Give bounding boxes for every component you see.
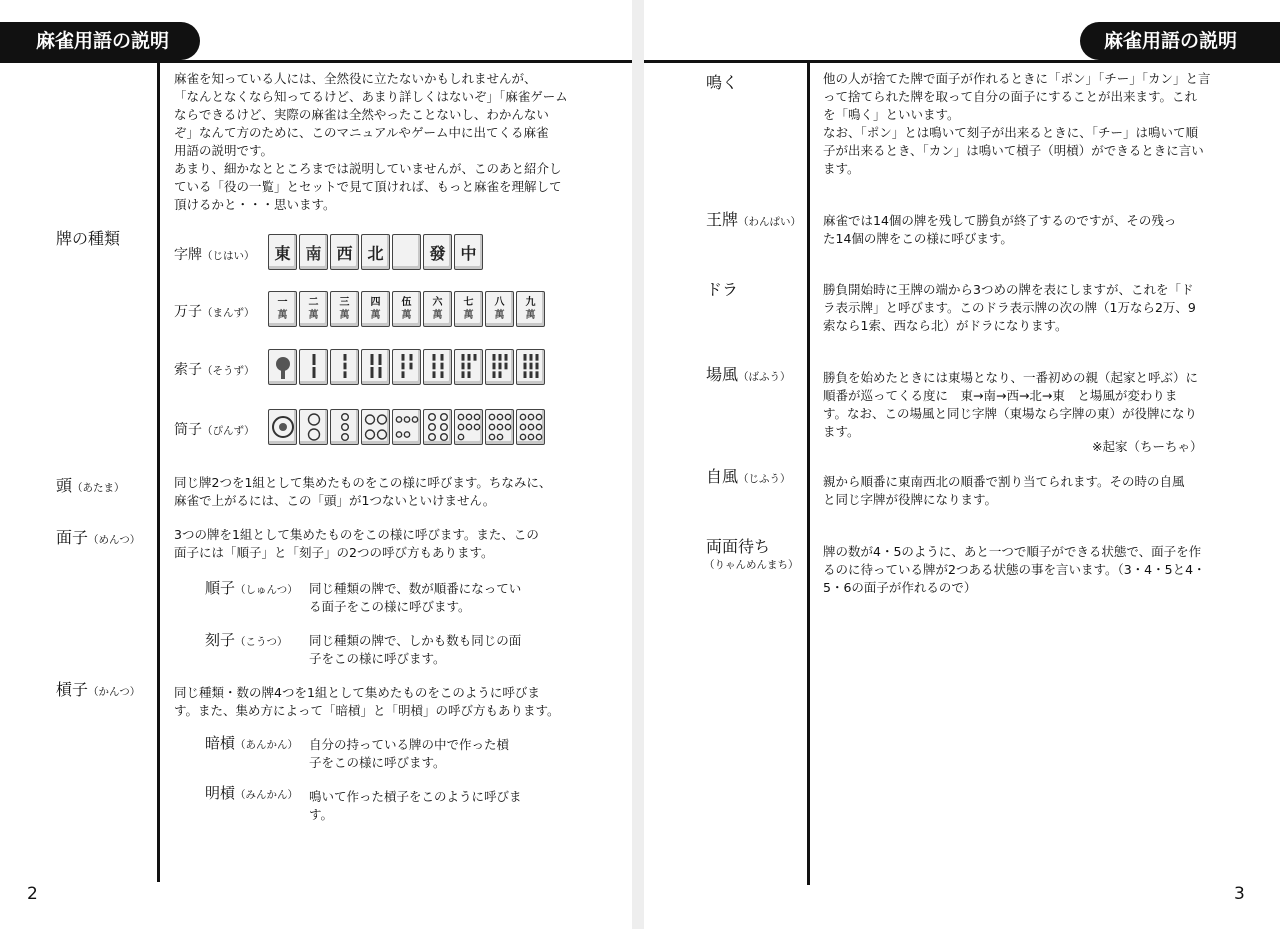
tile-south: 南 bbox=[299, 234, 328, 270]
shuntsu-line: る面子をこの様に呼びます。 bbox=[309, 599, 471, 614]
tile-suit: 萬 bbox=[463, 310, 474, 321]
term-naku: 鳴く bbox=[706, 73, 739, 92]
circle-icon bbox=[302, 412, 326, 442]
tile-number: 四 bbox=[370, 297, 381, 308]
tile-suit: 萬 bbox=[432, 310, 443, 321]
tile-manzu-8 bbox=[485, 291, 514, 327]
term-reading: （じふう） bbox=[738, 473, 791, 485]
ryanmen-line: 牌の数が4・5のように、あと一つで順子ができる状態で、面子を作 bbox=[823, 544, 1202, 559]
dora-line: 索なら1索、西なら北）がドラになります。 bbox=[823, 318, 1068, 333]
ryanmen-line: るのに待っている牌が2つある状態の事を言います。（3・4・5と4・ bbox=[823, 562, 1206, 577]
intro-line: ぞ」なんて方のために、このマニュアルやゲーム中に出てくる麻雀 bbox=[174, 125, 549, 140]
ryanmen-line: 5・6の面子が作れるので） bbox=[823, 580, 977, 595]
naku-line: ます。 bbox=[823, 161, 860, 176]
tile-number: 九 bbox=[525, 297, 536, 308]
circle-icon bbox=[519, 412, 543, 442]
term-reading: （かんつ） bbox=[88, 686, 141, 698]
tile-number: 伍 bbox=[401, 297, 412, 308]
bamboo-icon bbox=[395, 352, 419, 382]
intro-line: ならできるけど、実際の麻雀は全然やったことないし、わかんない bbox=[174, 107, 549, 122]
tile-souzu-8 bbox=[485, 349, 514, 385]
term-reading: （あたま） bbox=[72, 482, 125, 494]
naku-line: なお、「ポン」とは鳴いて刻子が出来るときに、「チー」は鳴いて順 bbox=[823, 125, 1199, 140]
tile-pinzu-2 bbox=[299, 409, 328, 445]
mentsu-line: 面子には「順子」と「刻子」の2つの呼び方もあります。 bbox=[174, 545, 494, 560]
term-ryanmen: 両面待ち bbox=[706, 537, 771, 556]
bamboo-icon bbox=[519, 352, 543, 382]
tile-suit: 萬 bbox=[277, 310, 288, 321]
minkan-line: す。 bbox=[309, 807, 334, 822]
circle-icon bbox=[488, 412, 512, 442]
tile-row-jihai bbox=[268, 234, 485, 270]
mentsu-line: 3つの牌を1組として集めたものをこの様に呼びます。また、この bbox=[174, 527, 539, 542]
tile-souzu-5 bbox=[392, 349, 421, 385]
bamboo-icon bbox=[426, 352, 450, 382]
term-text: 場風 bbox=[706, 365, 739, 384]
naku-line: 子が出来るとき、「カン」は鳴いて槓子（明槓）ができるときに言い bbox=[823, 143, 1204, 158]
tile-row-label-souzu bbox=[174, 360, 255, 381]
intro-line: ている「役の一覧」とセットで見て頂ければ、もっと麻雀を理解して bbox=[174, 179, 562, 194]
tile-north: 北 bbox=[361, 234, 390, 270]
naku-line: 他の人が捨てた牌で面子が作れるときに「ポン」「チー」「カン」と言 bbox=[823, 71, 1211, 86]
tile-suit: 萬 bbox=[401, 310, 412, 321]
label-text: 万子 bbox=[174, 304, 202, 320]
tile-manzu-5 bbox=[392, 291, 421, 327]
kantsu-line: す。また、集め方によって「暗槓」と「明槓」の呼び方もあります。 bbox=[174, 703, 560, 718]
bamboo-icon bbox=[271, 352, 295, 382]
tile-pinzu-8 bbox=[485, 409, 514, 445]
subterm-reading: （こうつ） bbox=[235, 636, 288, 648]
tile-souzu-4 bbox=[361, 349, 390, 385]
dora-line: 勝負開始時に王牌の端から3つめの牌を表にしますが、これを「ド bbox=[823, 282, 1194, 297]
term-text: 自風 bbox=[706, 467, 739, 486]
wanpai-line: た14個の牌をこの様に呼びます。 bbox=[823, 231, 1013, 246]
atama-line: 同じ牌2つを1組として集めたものをこの様に呼びます。ちなみに、 bbox=[174, 475, 552, 490]
term-bakaze bbox=[706, 364, 791, 388]
label-reading: （じはい） bbox=[202, 250, 255, 262]
shuntsu-line: 同じ種類の牌で、数が順番になってい bbox=[309, 581, 522, 596]
tile-souzu-2 bbox=[299, 349, 328, 385]
ryanmen-reading: （りゃんめんまち） bbox=[704, 559, 799, 571]
atama-line: 麻雀で上がるには、この「頭」が1つないといけません。 bbox=[174, 493, 496, 508]
label-reading: （そうず） bbox=[202, 365, 255, 377]
tile-row-label-manzu bbox=[174, 302, 255, 323]
subterm-ankan bbox=[205, 733, 298, 755]
tile-green-dragon: 發 bbox=[423, 234, 452, 270]
bakaze-line: 順番が巡ってくる度に 東→南→西→北→東 と場風が変わりま bbox=[823, 388, 1178, 403]
term-text: 頭 bbox=[56, 476, 73, 495]
tile-souzu-6 bbox=[423, 349, 452, 385]
term-text: 王牌 bbox=[706, 210, 739, 229]
tile-row-souzu bbox=[268, 349, 547, 385]
left-page bbox=[0, 0, 632, 929]
tile-number: 一 bbox=[277, 297, 288, 308]
subterm-text: 明槓 bbox=[205, 784, 236, 802]
term-kantsu bbox=[56, 679, 140, 703]
tile-row-pinzu bbox=[268, 409, 547, 445]
term-text: 槓子 bbox=[56, 680, 89, 699]
ankan-line: 自分の持っている牌の中で作った槓 bbox=[309, 737, 510, 752]
page-number: 3 bbox=[1234, 884, 1245, 904]
dora-line: ラ表示牌」と呼びます。このドラ表示牌の次の牌（1万なら2万、9 bbox=[823, 300, 1196, 315]
subterm-koutsu bbox=[205, 630, 288, 652]
wanpai-line: 麻雀では14個の牌を残して勝負が終了するのですが、その残っ bbox=[823, 213, 1177, 228]
tile-suit: 萬 bbox=[494, 310, 505, 321]
term-reading: （わんぱい） bbox=[738, 216, 802, 228]
minkan-line: 鳴いて作った槓子をこのように呼びま bbox=[309, 789, 522, 804]
koutsu-line: 子をこの様に呼びます。 bbox=[309, 651, 446, 666]
tile-number: 三 bbox=[339, 297, 350, 308]
bakaze-line: ます。 bbox=[823, 424, 860, 439]
tile-souzu-3 bbox=[330, 349, 359, 385]
circle-icon bbox=[271, 412, 295, 442]
label-text: 字牌 bbox=[174, 247, 202, 263]
tile-souzu-9 bbox=[516, 349, 545, 385]
tile-manzu-9 bbox=[516, 291, 545, 327]
tile-suit: 萬 bbox=[339, 310, 350, 321]
subterm-reading: （あんかん） bbox=[235, 739, 299, 751]
term-jikaze bbox=[706, 466, 791, 490]
term-reading: （めんつ） bbox=[88, 534, 141, 546]
header-rule bbox=[0, 60, 632, 63]
intro-line: 用語の説明です。 bbox=[174, 143, 274, 158]
term-reading: （ばふう） bbox=[738, 371, 791, 383]
subterm-text: 暗槓 bbox=[205, 734, 236, 752]
subterm-reading: （しゅんつ） bbox=[235, 584, 298, 596]
tile-east: 東 bbox=[268, 234, 297, 270]
tile-manzu-2 bbox=[299, 291, 328, 327]
term-wanpai bbox=[706, 209, 801, 233]
subterm-text: 刻子 bbox=[205, 631, 236, 649]
circle-icon bbox=[426, 412, 450, 442]
subterm-minkan bbox=[205, 783, 298, 805]
tile-pinzu-9 bbox=[516, 409, 545, 445]
tile-manzu-6 bbox=[423, 291, 452, 327]
label-text: 筒子 bbox=[174, 422, 202, 438]
header-rule bbox=[644, 60, 1280, 63]
subterm-reading: （みんかん） bbox=[235, 789, 299, 801]
label-reading: （ぴんず） bbox=[202, 425, 255, 437]
tile-manzu-1 bbox=[268, 291, 297, 327]
intro-line: 頂けるかと・・・思います。 bbox=[174, 197, 336, 212]
tile-number: 六 bbox=[432, 297, 443, 308]
naku-line: を「鳴く」といいます。 bbox=[823, 107, 960, 122]
label-reading: （まんず） bbox=[202, 307, 255, 319]
tile-suit: 萬 bbox=[525, 310, 536, 321]
bakaze-note: ※起家（ちーちゃ） bbox=[1092, 439, 1203, 454]
tile-pinzu-7 bbox=[454, 409, 483, 445]
circle-icon bbox=[333, 412, 357, 442]
koutsu-line: 同じ種類の牌で、しかも数も同じの面 bbox=[309, 633, 522, 648]
bamboo-icon bbox=[333, 352, 357, 382]
tile-row-manzu bbox=[268, 291, 547, 327]
tile-souzu-7 bbox=[454, 349, 483, 385]
page-header: 麻雀用語の説明 bbox=[0, 22, 200, 60]
page-gutter bbox=[632, 0, 644, 929]
term-tile-types: 牌の種類 bbox=[56, 229, 121, 248]
circle-icon bbox=[457, 412, 481, 442]
circle-icon bbox=[395, 412, 419, 442]
tile-number: 八 bbox=[494, 297, 505, 308]
kantsu-line: 同じ種類・数の牌4つを1組として集めたものをこのように呼びま bbox=[174, 685, 540, 700]
term-dora: ドラ bbox=[706, 280, 739, 299]
tile-pinzu-5 bbox=[392, 409, 421, 445]
tile-suit: 萬 bbox=[370, 310, 381, 321]
tile-number: 二 bbox=[308, 297, 319, 308]
tile-manzu-7 bbox=[454, 291, 483, 327]
ankan-line: 子をこの様に呼びます。 bbox=[309, 755, 446, 770]
right-page bbox=[644, 0, 1280, 929]
intro-line: 「なんとなくなら知ってるけど、あまり詳しくはないぞ」「麻雀ゲーム bbox=[174, 89, 568, 104]
intro-line: あまり、細かなとところまでは説明していませんが、このあと紹介し bbox=[174, 161, 562, 176]
term-atama bbox=[56, 475, 125, 499]
intro-line: 麻雀を知っている人には、全然役に立たないかもしれませんが、 bbox=[174, 71, 537, 86]
subterm-shuntsu bbox=[205, 578, 298, 600]
term-text: 面子 bbox=[56, 528, 89, 547]
tile-manzu-4 bbox=[361, 291, 390, 327]
jikaze-line: 親から順番に東南西北の順番で割り当てられます。その時の自風 bbox=[823, 474, 1185, 489]
tile-west: 西 bbox=[330, 234, 359, 270]
tile-row-label-jihai bbox=[174, 245, 255, 266]
jikaze-line: と同じ字牌が役牌になります。 bbox=[823, 492, 998, 507]
tile-white-dragon bbox=[392, 234, 421, 270]
bamboo-icon bbox=[302, 352, 326, 382]
tile-row-label-pinzu bbox=[174, 420, 255, 441]
bamboo-icon bbox=[457, 352, 481, 382]
circle-icon bbox=[364, 412, 388, 442]
naku-line: って捨てられた牌を取って自分の面子にすることが出来ます。これ bbox=[823, 89, 1198, 104]
page-number: 2 bbox=[27, 884, 38, 904]
bamboo-icon bbox=[364, 352, 388, 382]
tile-red-dragon: 中 bbox=[454, 234, 483, 270]
tile-manzu-3 bbox=[330, 291, 359, 327]
tile-suit: 萬 bbox=[308, 310, 319, 321]
tile-pinzu-1 bbox=[268, 409, 297, 445]
bamboo-icon bbox=[488, 352, 512, 382]
column-divider bbox=[157, 60, 160, 882]
bakaze-line: 勝負を始めたときには東場となり、一番初めの親（起家と呼ぶ）に bbox=[823, 370, 1199, 385]
tile-pinzu-4 bbox=[361, 409, 390, 445]
subterm-text: 順子 bbox=[205, 579, 236, 597]
bakaze-line: す。なお、この場風と同じ字牌（東場なら字牌の東）が役牌になり bbox=[823, 406, 1198, 421]
tile-number: 七 bbox=[463, 297, 474, 308]
label-text: 索子 bbox=[174, 362, 202, 378]
tile-souzu-1 bbox=[268, 349, 297, 385]
tile-pinzu-6 bbox=[423, 409, 452, 445]
tile-pinzu-3 bbox=[330, 409, 359, 445]
column-divider bbox=[807, 63, 810, 885]
term-mentsu bbox=[56, 527, 140, 551]
page-header: 麻雀用語の説明 bbox=[1080, 22, 1280, 60]
